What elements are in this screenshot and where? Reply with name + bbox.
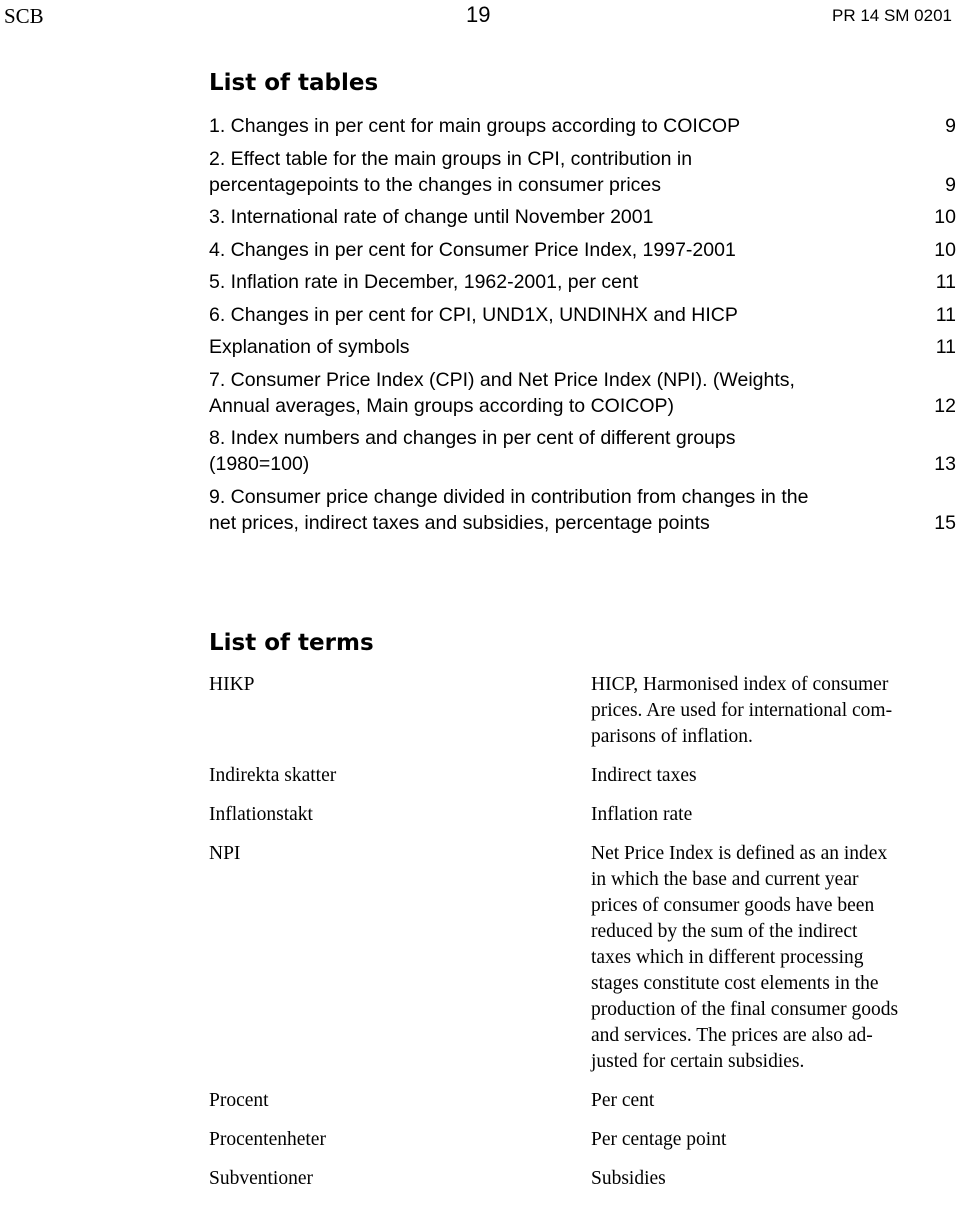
- term-swedish: Procent: [209, 1090, 269, 1111]
- term-swedish: Indirekta skatter: [209, 765, 337, 786]
- term-swedish: HIKP: [209, 674, 255, 695]
- toc-entry-text: 7. Consumer Price Index (CPI) and Net Price Index (NPI). (Weights, Annual averages, Main groups according to COICOP): [209, 368, 795, 417]
- toc-row[interactable]: [209, 204, 956, 230]
- toc-entry-text: 3. International rate of change until November 2001: [209, 206, 654, 228]
- term-definition: Indirect taxes: [591, 765, 697, 786]
- term-row: [209, 841, 959, 1075]
- term-row: [209, 763, 959, 789]
- page-number: 19: [466, 2, 491, 27]
- term-swedish: Inflationstakt: [209, 804, 313, 825]
- toc-row[interactable]: [209, 237, 956, 263]
- list-of-terms: [209, 672, 959, 1205]
- term-row: [209, 1088, 959, 1114]
- toc-entry-page: 13: [934, 453, 956, 475]
- toc-entry-page: 9: [945, 115, 956, 137]
- term-swedish: NPI: [209, 843, 241, 864]
- toc-entry-text: 5. Inflation rate in December, 1962-2001, per cent: [209, 271, 639, 293]
- toc-row[interactable]: [209, 302, 956, 328]
- toc-row[interactable]: [209, 146, 956, 198]
- toc-row[interactable]: [209, 334, 956, 360]
- document-code: PR 14 SM 0201: [831, 6, 952, 25]
- toc-row[interactable]: [209, 425, 956, 477]
- toc-entry-text: 1. Changes in per cent for main groups according to COICOP: [209, 115, 741, 137]
- term-swedish: Subventioner: [209, 1168, 313, 1189]
- term-definition: Per cent: [591, 1090, 655, 1111]
- toc-entry-text: 8. Index numbers and changes in per cent of different groups (1980=100): [209, 427, 736, 475]
- list-of-tables: [209, 113, 956, 542]
- header-org: SCB: [4, 4, 44, 28]
- toc-entry-text: 6. Changes in per cent for CPI, UND1X, UNDINHX and HICP: [209, 303, 738, 326]
- page-header: [0, 4, 960, 32]
- toc-row[interactable]: [209, 484, 956, 536]
- toc-row[interactable]: [209, 269, 956, 295]
- toc-entry-page: 11: [935, 303, 956, 326]
- term-definition: Subsidies: [591, 1168, 666, 1189]
- toc-entry-page: 12: [934, 394, 956, 417]
- term-swedish: Procentenheter: [209, 1129, 326, 1150]
- list-of-terms-title: List of terms: [209, 630, 374, 656]
- toc-entry-text: 4. Changes in per cent for Consumer Price Index, 1997-2001: [209, 238, 736, 261]
- toc-entry-page: 10: [934, 238, 956, 261]
- toc-entry-text: 2. Effect table for the main groups in CPI, contribution in percentagepoints to the changes in consumer prices: [209, 147, 693, 196]
- toc-entry-page: 9: [945, 173, 956, 196]
- term-definition: Per centage point: [591, 1129, 727, 1150]
- term-row: [209, 1166, 959, 1192]
- toc-entry-page: 11: [935, 271, 956, 293]
- toc-entry-text: Explanation of symbols: [209, 336, 410, 358]
- term-definition: HICP, Harmonised index of consumer prices. Are used for international com- parisons of inflation.: [591, 674, 893, 747]
- toc-row[interactable]: [209, 113, 956, 139]
- toc-entry-text: 9. Consumer price change divided in contribution from changes in the net prices, indirect taxes and subsidies, percentage points: [209, 485, 809, 534]
- term-row: [209, 802, 959, 828]
- toc-entry-page: 15: [934, 511, 956, 534]
- term-definition: Inflation rate: [591, 804, 693, 825]
- toc-row[interactable]: [209, 367, 956, 419]
- list-of-tables-title: List of tables: [209, 70, 379, 96]
- term-definition: Net Price Index is defined as an index in which the base and current year prices of consumer goods have been reduced by the sum of the indirect taxes which in different processing stages constitute cost elements in the production of the final consumer goods and services. The prices are also ad- justed for certain subsidies.: [591, 843, 899, 1072]
- term-row: [209, 672, 959, 750]
- toc-entry-page: 11: [935, 336, 956, 358]
- toc-entry-page: 10: [934, 206, 956, 228]
- term-row: [209, 1127, 959, 1153]
